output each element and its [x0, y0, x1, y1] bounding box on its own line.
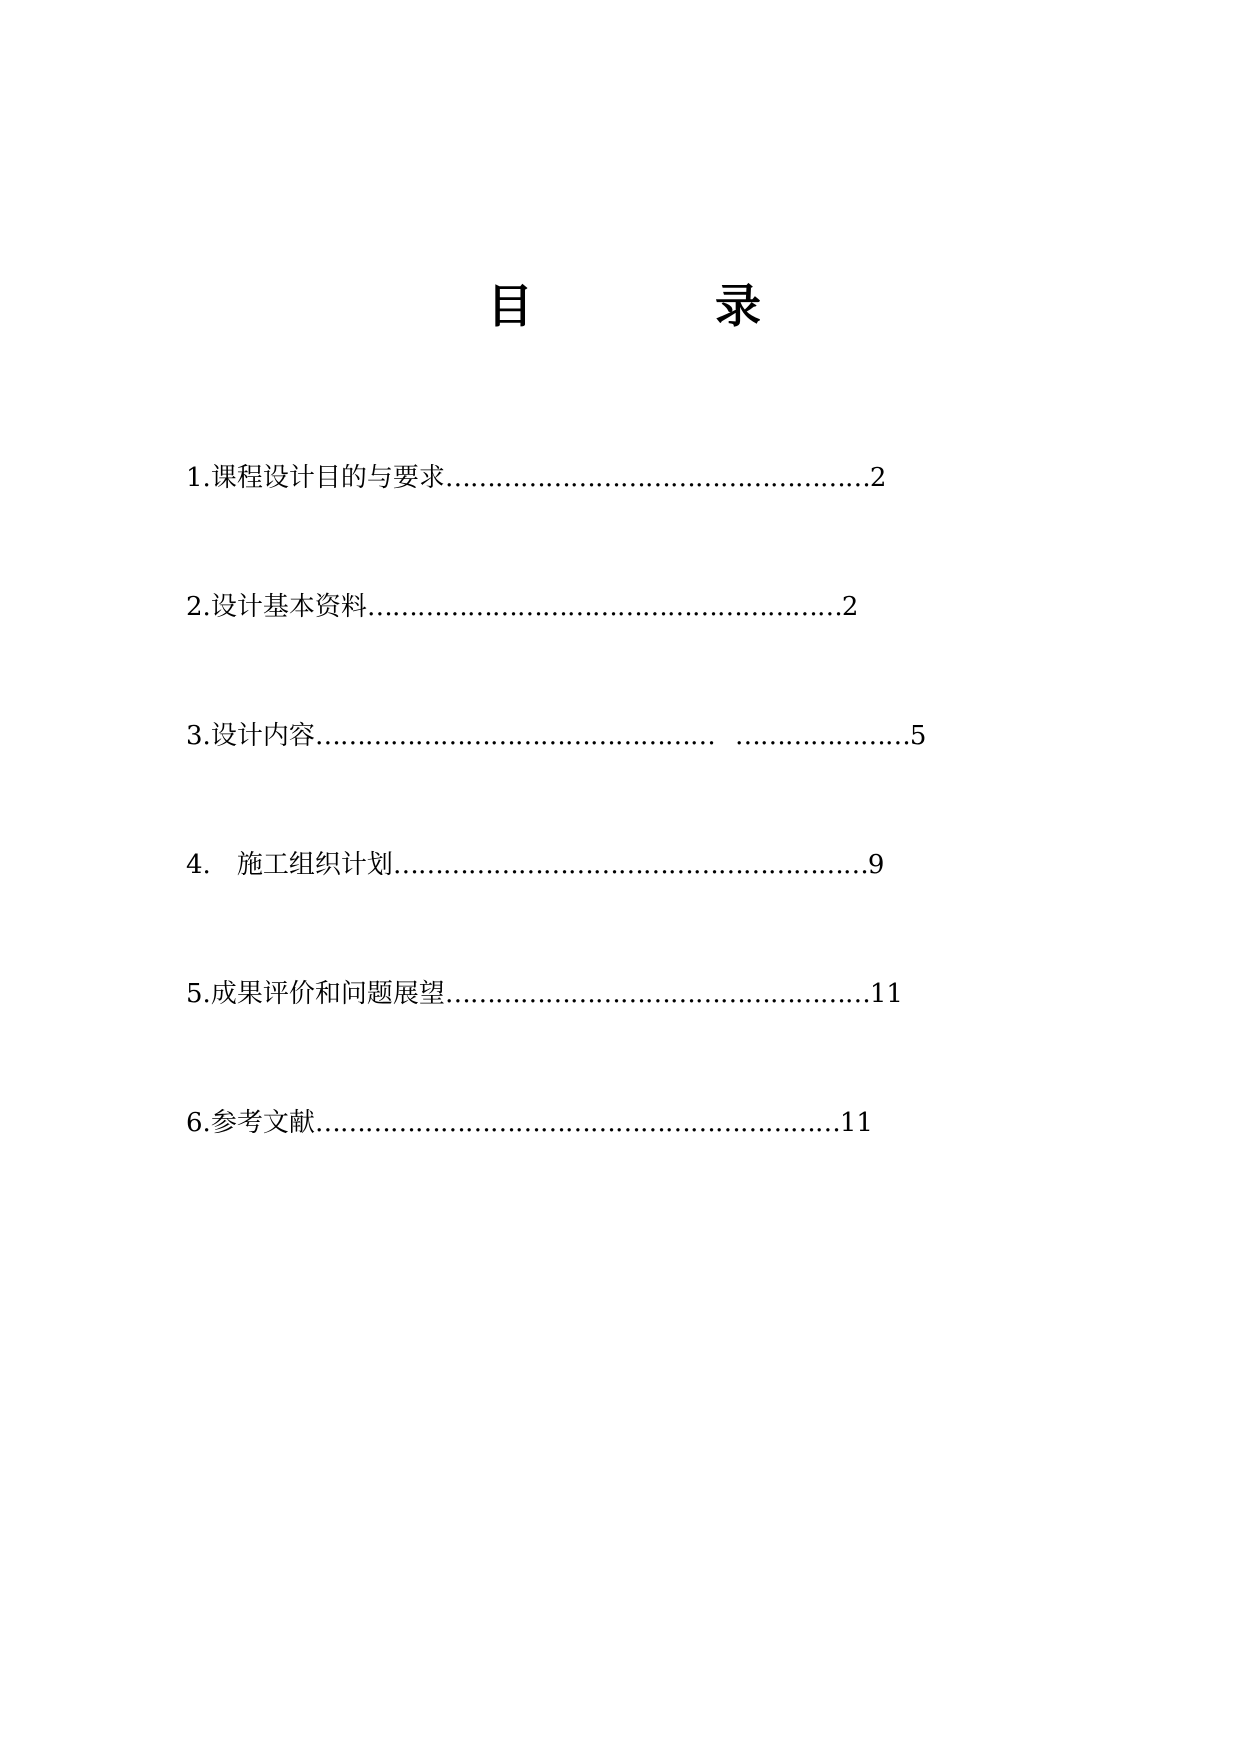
title-char-2: 录 [715, 279, 761, 333]
toc-entry[interactable] [186, 1105, 873, 1141]
page-title [487, 278, 767, 334]
toc-entry-label: 课程设计目的与要求 [210, 463, 445, 493]
toc-entry-page: 9 [867, 850, 885, 880]
toc-entry[interactable] [186, 718, 926, 754]
toc-entry-page: 11 [869, 979, 903, 1009]
toc-entry-number: 3. [186, 721, 211, 751]
toc-entry-label: 参考文献 [210, 1108, 315, 1138]
toc-entry-page: 11 [839, 1108, 873, 1138]
toc-entry-number: 2. [186, 592, 211, 622]
toc-entry-leader: ………………………………………………… [392, 850, 868, 880]
toc-entry-label: 施工组织计划 [236, 850, 393, 880]
toc-entry-page: 2 [841, 592, 859, 622]
toc-entry-number: 5. [186, 979, 211, 1009]
toc-entry-leader-continued: ………………… [734, 721, 910, 751]
toc-entry-number: 1. [186, 463, 211, 493]
toc-entry[interactable] [186, 589, 858, 625]
toc-entry-leader: ………………………………………… [314, 721, 715, 751]
toc-entry-leader: ………………………………………………… [366, 592, 842, 622]
title-char-1: 目 [487, 279, 533, 333]
toc-entry-label: 设计基本资料 [210, 592, 367, 622]
toc-entry-page: 5 [909, 721, 927, 751]
toc-entry-number: 4. [186, 850, 211, 880]
toc-entry[interactable] [186, 847, 884, 883]
toc-entry-leader: ……………………………………………………… [314, 1108, 840, 1138]
toc-entry[interactable] [186, 976, 903, 1012]
toc-entry-label: 成果评价和问题展望 [210, 979, 445, 1009]
toc-entry-number: 6. [186, 1108, 211, 1138]
toc-entry-page: 2 [869, 463, 887, 493]
toc-entry-leader: …………………………………………… [444, 979, 870, 1009]
toc-entry-label: 设计内容 [210, 721, 315, 751]
toc-entry[interactable] [186, 460, 886, 496]
toc-entry-leader: …………………………………………… [444, 463, 870, 493]
